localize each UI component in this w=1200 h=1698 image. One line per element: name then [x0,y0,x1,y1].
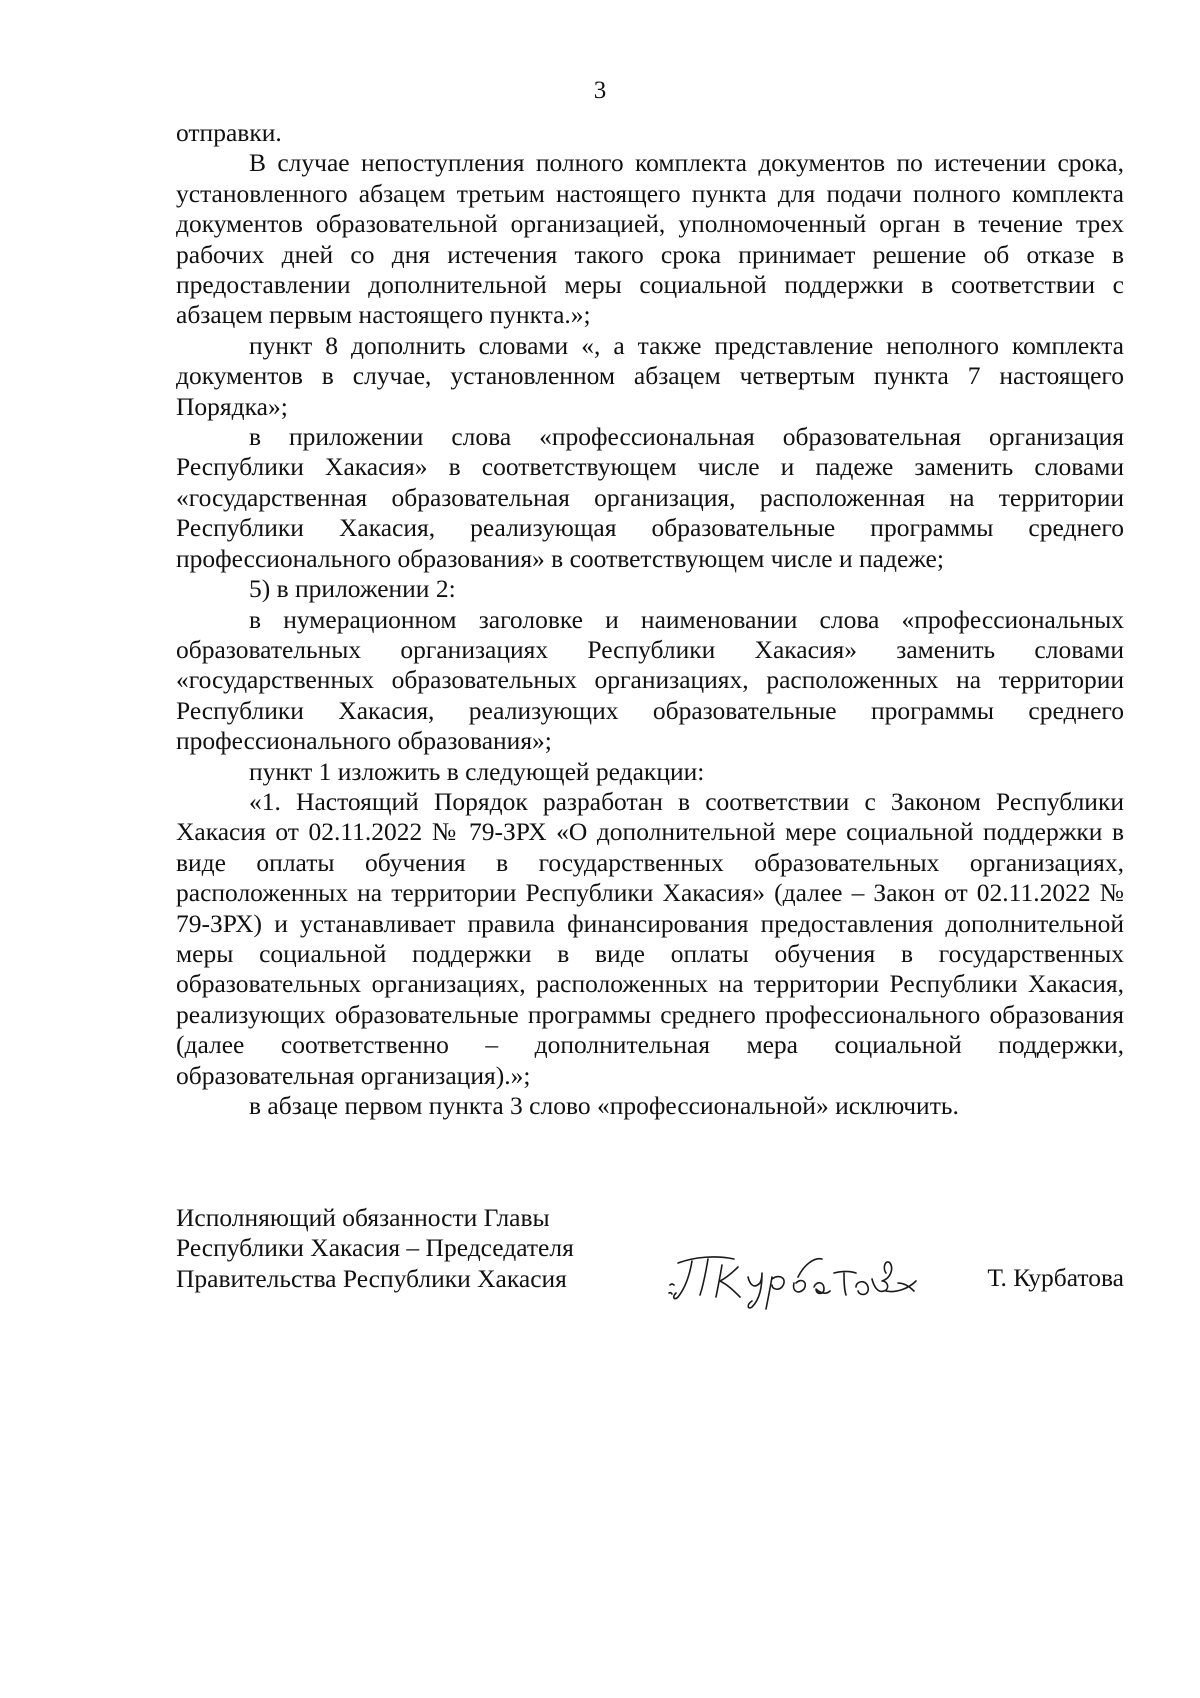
paragraph-4: 5) в приложении 2: [249,574,456,604]
paragraph-0: отправки. [176,118,282,147]
paragraph-7: «1. Настоящий Порядок разработан в соответствии с Законом Республики Хакасия от 02.11.2022 № 79-ЗРХ «О дополнительной мере социальной поддержки в виде оплаты обучения в государственных образовательных организациях, расположенных на территории Республики Хакасия» (далее – Закон от 02.11.2022 № 79-ЗРХ) и устанавливает правила финансирования предоставления дополнительной меры социальной поддержки в виде оплаты обучения в государственных образовательных организациях, расположенных на территории Республики Хакасия, реализующих образовательные программы среднего профессионального образования (далее соответственно – дополнительная мера социальной поддержки, образовательная организация).»; [176,786,1124,1090]
handwritten-signature [664,1233,924,1311]
paragraph-6: пункт 1 изложить в следующей редакции: [249,756,705,786]
signatory-position-line: Республики Хакасия – Председателя [176,1233,574,1263]
paragraph-2: пункт 8 дополнить словами «, а также представление неполного комплекта документов в случае, установленном абзацем четвертым пункта 7 настоящего Порядка»; [176,330,1124,421]
signatory-position-line: Правительства Республики Хакасия [176,1263,567,1293]
paragraph-1: В случае непоступления полного комплекта документов по истечении срока, установленного абзацем третьим настоящего пункта для подачи полного комплекта документов образовательной организацией, уполномоченный орган в течение трех рабочих дней со дня истечения такого срока принимает решение об отказе в предоставлении дополнительной меры социальной поддержки в соответствии с абзацем первым настоящего пункта.»; [176,148,1124,330]
signatory-position-line: Исполняющий обязанности Главы [176,1203,550,1232]
paragraph-3: в приложении слова «профессиональная образовательная организация Республики Хакасия» в соответствующем числе и падеже заменить словами «государственная образовательная организация, расположенная на территории Республики Хакасия, реализующая образовательные программы среднего профессионального образования» в соответствующем числе и падеже; [176,422,1124,573]
signature-block [176,1203,1124,1313]
paragraph-8: в абзаце первом пункта 3 слово «профессиональной» исключить. [249,1091,959,1120]
document-body [176,118,1124,1121]
signatory-name: Т. Курбатова [987,1263,1124,1292]
signatory-position [176,1203,636,1294]
paragraph-5: в нумерационном заголовке и наименовании слова «профессиональных образовательных организациях Республики Хакасия» заменить словами «государственных образовательных организациях, расположенных на территории Республики Хакасия, реализующих образовательные программы среднего профессионального образования»; [176,604,1124,756]
page-number: 3 [593,77,607,104]
